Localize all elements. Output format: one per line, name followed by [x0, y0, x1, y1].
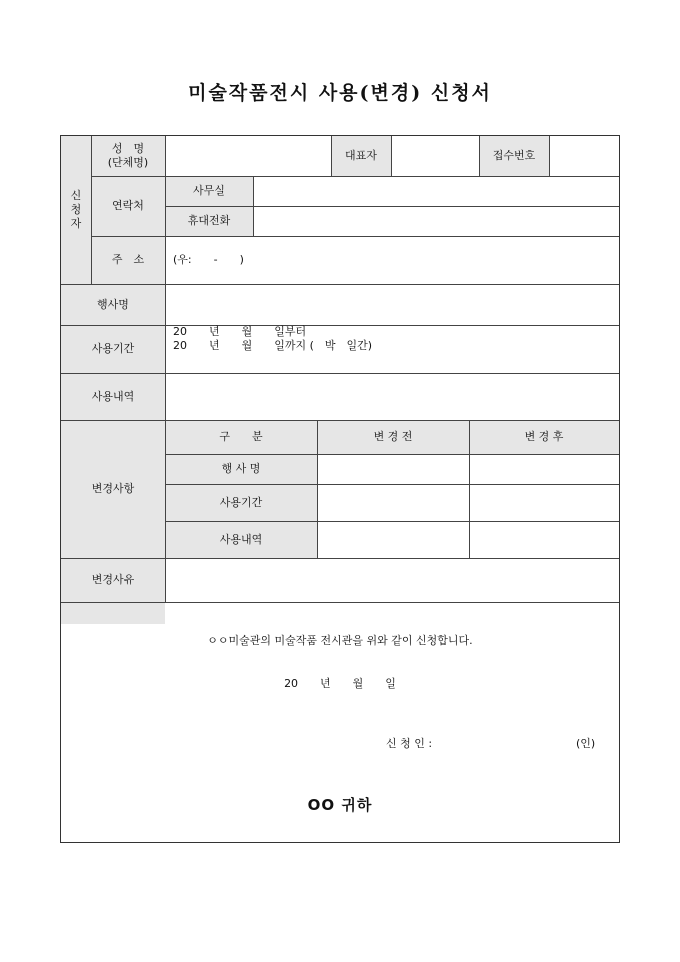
usage-label: 사용내역 — [91, 389, 135, 403]
office-label: 사무실 — [193, 184, 225, 198]
changes-row-period: 사용기간 — [219, 495, 263, 509]
representative-label: 대표자 — [345, 149, 377, 163]
date-line: 20 년 월 일 — [284, 677, 396, 690]
event-name-label: 행사명 — [97, 297, 129, 311]
seal-mark: (인) — [576, 737, 596, 750]
reason-label: 변경사유 — [91, 573, 135, 587]
office-phone-field[interactable] — [253, 176, 619, 206]
name-field[interactable] — [165, 136, 331, 176]
changes-col-category: 구 분 — [219, 430, 263, 444]
page-title: 미술작품전시 사용(변경) 신청서 — [188, 82, 492, 104]
mobile-phone-field[interactable] — [253, 206, 619, 236]
changes-row-usage: 사용내역 — [219, 532, 263, 546]
changes-col-after: 변 경 후 — [524, 430, 564, 444]
statement-text: ㅇㅇ미술관의 미술작품 전시관을 위와 같이 신청합니다. — [207, 634, 473, 647]
applicant-sign-label: 신 청 인 : — [386, 737, 433, 750]
usage-after-field[interactable] — [469, 521, 619, 558]
changes-col-before: 변 경 전 — [373, 430, 413, 444]
receipt-no-label: 접수번호 — [492, 149, 536, 163]
period-after-field[interactable] — [469, 484, 619, 521]
period-field[interactable] — [165, 325, 619, 373]
name-label: 성 명 (단체명) — [107, 142, 149, 169]
changes-label: 변경사항 — [91, 482, 135, 496]
reason-field[interactable] — [165, 558, 619, 602]
period-label: 사용기간 — [91, 342, 135, 356]
event-name-field[interactable] — [165, 284, 619, 325]
receipt-no-field[interactable] — [549, 136, 619, 176]
usage-before-field[interactable] — [317, 521, 469, 558]
address-label: 주 소 — [111, 253, 145, 267]
period-before-field[interactable] — [317, 484, 469, 521]
address-field[interactable]: (우: - ) — [173, 253, 244, 267]
event-name-before-field[interactable] — [317, 454, 469, 484]
addressee: OO 귀하 — [307, 796, 373, 814]
representative-field[interactable] — [391, 136, 479, 176]
changes-row-event-name: 행 사 명 — [221, 462, 261, 476]
application-form — [60, 135, 620, 843]
applicant-section-label: 신 청 자 — [70, 189, 82, 230]
period-line-2: 20 년 월 일까지 ( 박 일간) — [173, 338, 373, 352]
usage-field[interactable] — [165, 373, 619, 420]
period-line-1: 20 년 월 일부터 — [173, 325, 307, 338]
contact-label: 연락처 — [112, 199, 144, 213]
event-name-after-field[interactable] — [469, 454, 619, 484]
mobile-label: 휴대전화 — [187, 214, 231, 228]
